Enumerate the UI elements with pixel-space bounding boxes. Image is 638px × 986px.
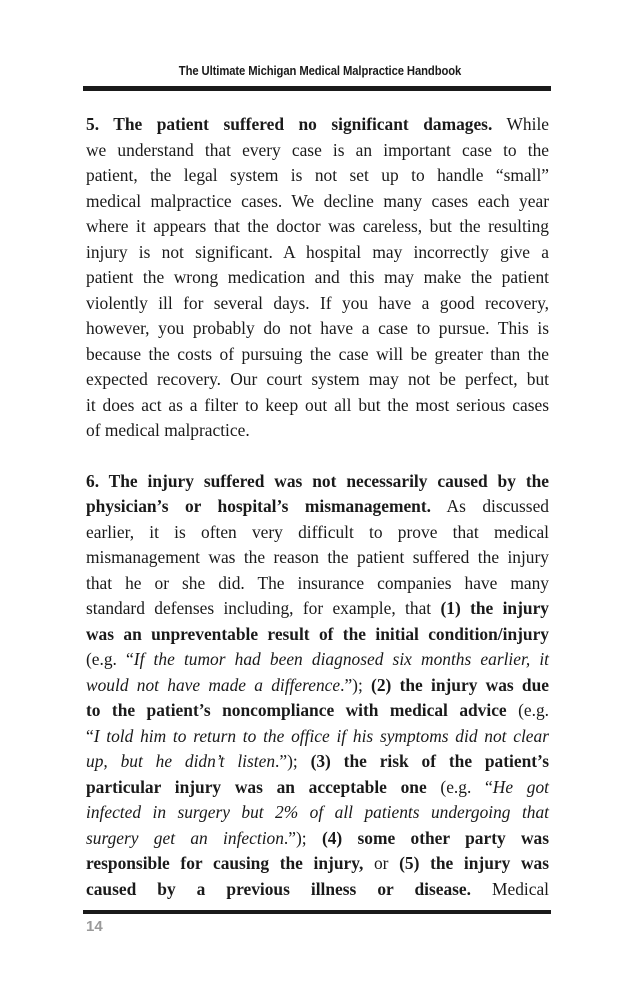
text-line: of medical malpractice. <box>86 420 250 440</box>
text-line <box>86 673 549 699</box>
text-run: (e.g. <box>506 700 550 720</box>
text-line <box>86 112 549 138</box>
text-line: that he or she did. The insurance companies have many <box>86 572 549 593</box>
text-run: (e.g. “ <box>86 649 134 669</box>
text-line: patient the wrong medication and this may make the patient <box>86 267 549 287</box>
text-run: .”); <box>283 827 322 848</box>
paragraph-heading: 6. The injury suffered was not necessarily caused by the <box>86 470 549 491</box>
text-line: expected recovery. Our court system may not be perfect, but <box>86 369 549 389</box>
defense-4-label: (4) some other party was <box>321 827 550 848</box>
quote-example: up, but he didn’t listen <box>86 751 276 771</box>
text-line: mismanagement was the reason the patient suffered the injury <box>86 547 549 567</box>
defense-2-text: to the patient’s noncompliance with medical advice <box>86 700 507 720</box>
paragraph-gap <box>86 444 549 469</box>
text-line: however, you probably do not have a case to pursue. This is <box>86 318 549 338</box>
text-line: earlier, it is often very difficult to prove that medical <box>86 521 549 542</box>
text-line <box>86 826 549 852</box>
defense-2-label: (2) the injury was due <box>371 674 549 695</box>
text-line <box>86 724 549 750</box>
text-line <box>86 749 549 775</box>
quote-example: surgery get an infection <box>86 827 284 848</box>
defense-5-text: caused by a previous illness or disease. <box>86 878 471 899</box>
running-header-title: The Ultimate Michigan Medical Malpractice Handbook <box>178 64 462 78</box>
text-line <box>86 851 549 877</box>
quote-example: infected in surgery but 2% of all patients undergoing that <box>86 802 549 822</box>
text-line: where it appears that the doctor was careless, but the resulting <box>86 216 549 236</box>
quote-example: If the tumor had been diagnosed six months earlier, it <box>133 649 549 669</box>
text-run: As discussed <box>430 496 549 516</box>
text-run: standard defenses including, for example, that <box>86 598 441 618</box>
page-body <box>86 112 549 902</box>
text-run: Medical <box>471 878 550 899</box>
text-run: While <box>492 114 549 134</box>
text-line: it does act as a filter to keep out all but the most serious cases <box>86 394 549 415</box>
text-line <box>86 469 549 495</box>
text-run: “ <box>86 725 94 746</box>
quote-example: He got <box>492 776 549 797</box>
defense-3-label: (3) the risk of the patient’s <box>310 751 549 771</box>
text-run: or <box>363 853 400 873</box>
quote-example: would not have made a difference <box>86 674 341 695</box>
text-line <box>86 494 549 520</box>
defense-4-text: responsible for causing the injury, <box>86 853 364 873</box>
defense-1-label: (1) the injury <box>440 598 549 618</box>
text-line <box>86 647 549 673</box>
paragraph-6 <box>86 469 549 903</box>
header-rule <box>83 86 551 91</box>
text-line <box>86 622 549 648</box>
paragraph-heading-cont: physician’s or hospital’s mismanagement. <box>86 496 431 516</box>
text-line: because the costs of pursuing the case will be greater than the <box>86 343 549 364</box>
text-run: (e.g. “ <box>426 776 493 797</box>
text-line <box>86 596 549 622</box>
text-line: injury is not significant. A hospital may incorrectly give a <box>86 241 549 262</box>
defense-3-text: particular injury was an acceptable one <box>86 776 427 797</box>
text-line: patient, the legal system is not set up to handle “small” <box>86 165 549 185</box>
text-line <box>86 698 549 724</box>
defense-5-label: (5) the injury was <box>399 853 549 873</box>
text-run: .”); <box>275 751 311 771</box>
page-number: 14 <box>86 918 103 935</box>
footer-rule <box>83 910 551 914</box>
paragraph-5 <box>86 112 549 444</box>
text-line <box>86 800 549 826</box>
text-line: violently ill for several days. If you have a good recovery, <box>86 292 549 313</box>
paragraph-heading: 5. The patient suffered no significant damages. <box>86 114 493 134</box>
text-line <box>86 775 549 801</box>
quote-example: I told him to return to the office if his symptoms did not clear <box>93 725 549 746</box>
text-run: .”); <box>340 674 372 695</box>
text-line: we understand that every case is an important case to the <box>86 139 549 160</box>
text-line <box>86 877 549 903</box>
defense-1-text: was an unpreventable result of the initial condition/injury <box>86 623 549 644</box>
text-line: medical malpractice cases. We decline many cases each year <box>86 190 549 211</box>
